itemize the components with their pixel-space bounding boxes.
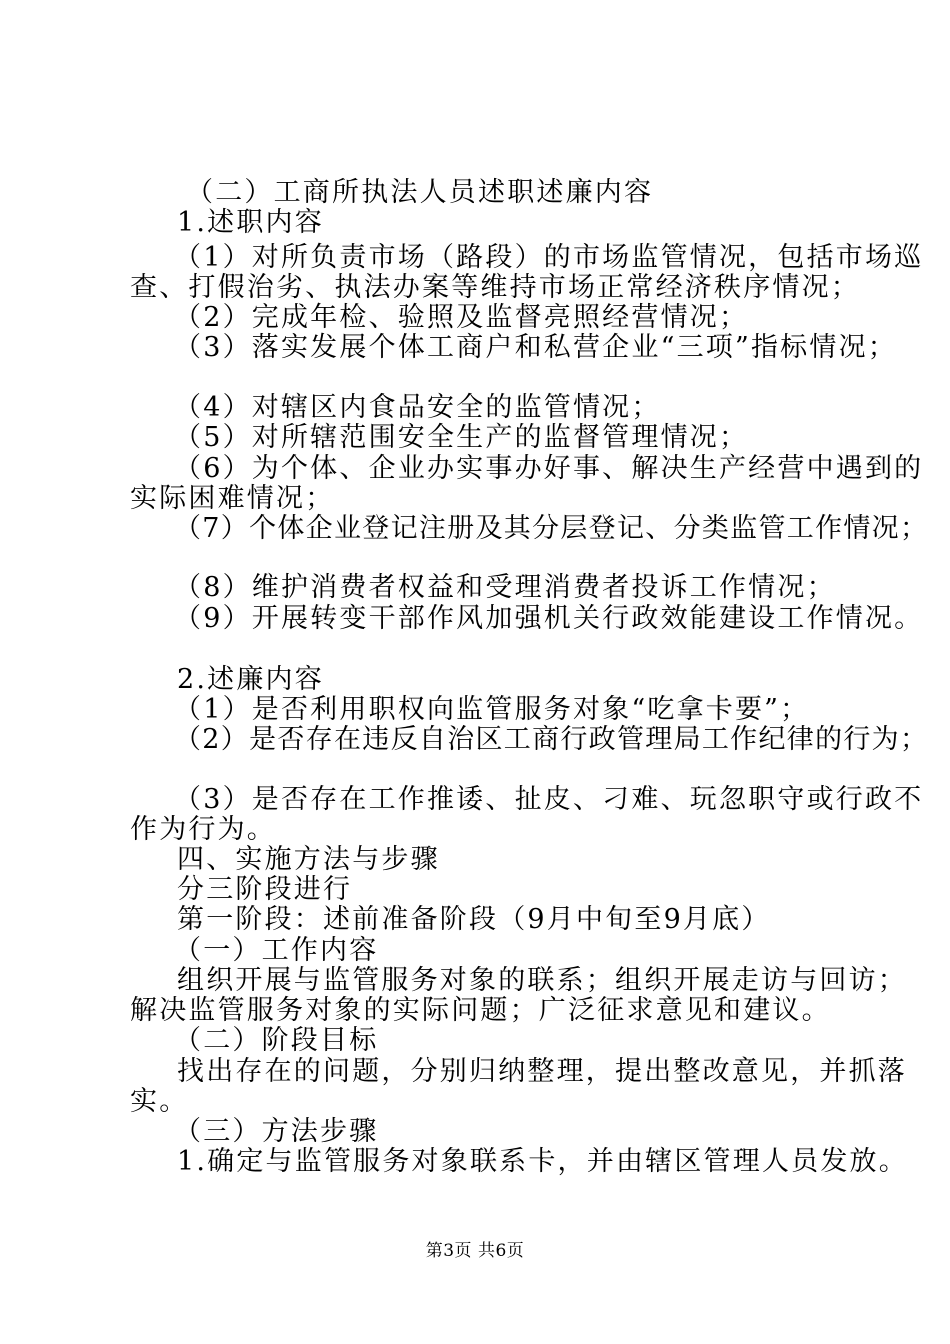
text-line: （2）完成年检、验照及监督亮照经营情况； bbox=[174, 302, 749, 333]
text-line: 查、打假治劣、执法办案等维持市场正常经济秩序情况； bbox=[130, 272, 860, 303]
text-line: （3）落实发展个体工商户和私营企业“三项”指标情况； bbox=[174, 332, 897, 363]
text-line: （6）为个体、企业办实事办好事、解决生产经营中遇到的 bbox=[174, 453, 924, 484]
text-line: （二）工商所执法人员述职述廉内容 bbox=[186, 177, 654, 208]
text-line: （3）是否存在工作推诿、扯皮、刁难、玩忽职守或行政不 bbox=[174, 784, 924, 815]
text-line: 解决监管服务对象的实际问题；广泛征求意见和建议。 bbox=[130, 995, 831, 1026]
text-line: （8）维护消费者权益和受理消费者投诉工作情况； bbox=[174, 572, 836, 603]
text-line: 找出存在的问题，分别归纳整理，提出整改意见，并抓落 bbox=[177, 1056, 907, 1087]
text-line: 1.确定与监管服务对象联系卡，并由辖区管理人员发放。 bbox=[177, 1146, 908, 1177]
text-line: （1）是否利用职权向监管服务对象“吃拿卡要”； bbox=[174, 694, 810, 725]
text-line: 实际困难情况； bbox=[130, 483, 335, 514]
text-line: 组织开展与监管服务对象的联系；组织开展走访与回访； bbox=[177, 965, 907, 996]
text-line: 第一阶段：述前准备阶段（9月中旬至9月底） bbox=[177, 904, 771, 935]
text-line: （二）阶段目标 bbox=[174, 1025, 379, 1056]
text-line: （三）方法步骤 bbox=[174, 1116, 379, 1147]
text-line: 实。 bbox=[130, 1086, 189, 1117]
text-line: （5）对所辖范围安全生产的监督管理情况； bbox=[174, 422, 749, 453]
text-line: （9）开展转变干部作风加强机关行政效能建设工作情况。 bbox=[174, 603, 924, 634]
text-line: 1.述职内容 bbox=[177, 207, 324, 238]
text-line: （7）个体企业登记注册及其分层登记、分类监管工作情况； bbox=[174, 513, 929, 544]
text-line: 四、实施方法与步骤 bbox=[177, 844, 440, 875]
text-line: 分三阶段进行 bbox=[177, 874, 353, 905]
text-line: 作为行为。 bbox=[130, 814, 276, 845]
text-line: （一）工作内容 bbox=[174, 935, 379, 966]
text-line: 2.述廉内容 bbox=[177, 664, 324, 695]
text-line: （2）是否存在违反自治区工商行政管理局工作纪律的行为； bbox=[174, 724, 929, 755]
page-number: 第3页 共6页 bbox=[425, 1241, 525, 1261]
text-line: （1）对所负责市场（路段）的市场监管情况，包括市场巡 bbox=[174, 242, 924, 273]
text-line: （4）对辖区内食品安全的监管情况； bbox=[174, 392, 661, 423]
